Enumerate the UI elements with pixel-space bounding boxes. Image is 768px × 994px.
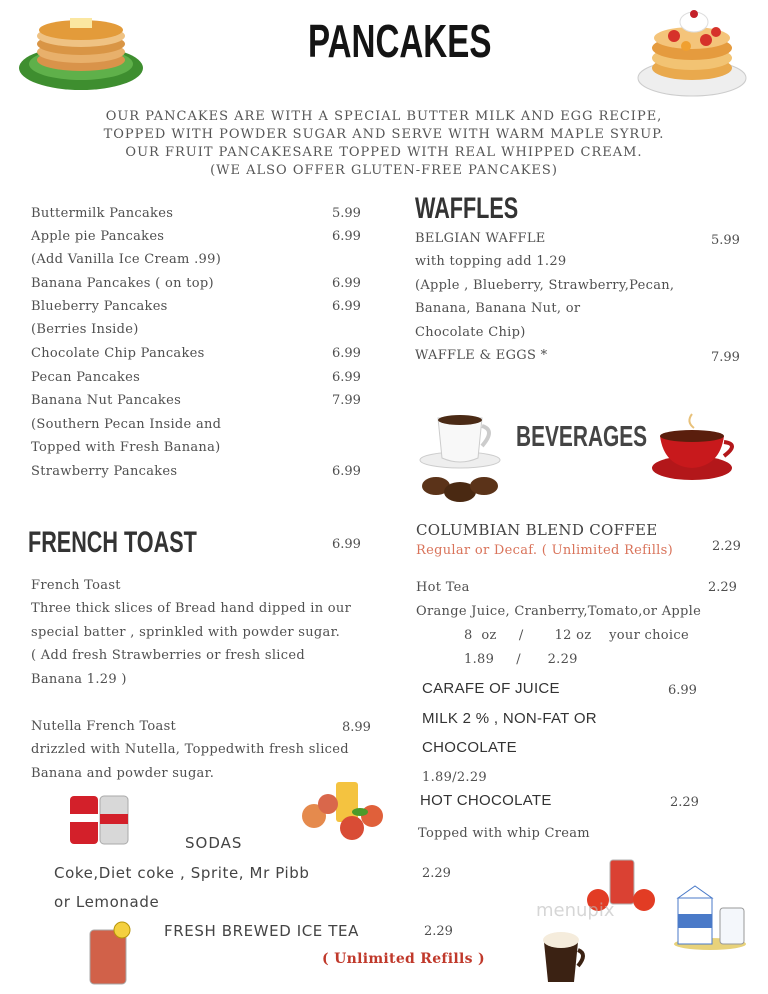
menu-item: Banana Nut Pancakes xyxy=(31,393,182,408)
milk-carton-image xyxy=(672,884,750,952)
french-toast-line: Three thick slices of Bread hand dipped in our xyxy=(31,601,352,616)
menu-price: 7.99 xyxy=(332,393,361,408)
coffee-price: 2.29 xyxy=(712,539,741,554)
menu-item: Blueberry Pancakes xyxy=(31,299,168,314)
menu-item: Apple pie Pancakes xyxy=(31,229,165,244)
menu-item: Topped with Fresh Banana) xyxy=(31,440,221,455)
menu-item: (Berries Inside) xyxy=(31,322,139,337)
menu-item: Chocolate Chip Pancakes xyxy=(31,346,205,361)
nutella-toast-price: 8.99 xyxy=(342,720,371,735)
waffle-line: with topping add 1.29 xyxy=(415,254,567,269)
carafe-price: 6.99 xyxy=(668,683,697,698)
menu-price: 6.99 xyxy=(332,276,361,291)
menu-price: 6.99 xyxy=(332,370,361,385)
menu-item: (Add Vanilla Ice Cream .99) xyxy=(31,252,222,267)
menu-price: 6.99 xyxy=(332,229,361,244)
menu-price: 6.99 xyxy=(332,464,361,479)
hot-chocolate-note: Topped with whip Cream xyxy=(418,826,590,841)
menu-item: Banana Pancakes ( on top) xyxy=(31,276,214,291)
watermark-logo: menupix xyxy=(536,900,615,921)
french-toast-line: French Toast xyxy=(31,578,121,593)
waffle-line: WAFFLE & EGGS * xyxy=(415,348,548,363)
juice-sizes: 8 oz / 12 oz your choice xyxy=(464,628,689,643)
fruit-juice-image xyxy=(300,778,388,844)
coffee-name: COLUMBIAN BLEND COFFEE xyxy=(416,521,658,539)
french-toast-line: special batter , sprinkled with powder sugar. xyxy=(31,625,341,640)
iced-tea-image xyxy=(80,920,142,986)
sodas-price: 2.29 xyxy=(422,866,451,881)
menu-price: 6.99 xyxy=(332,299,361,314)
menu-item: Buttermilk Pancakes xyxy=(31,206,174,221)
waffle-price: 7.99 xyxy=(711,350,740,365)
unlimited-refills-note: ( Unlimited Refills ) xyxy=(322,951,485,967)
menu-price: 5.99 xyxy=(332,206,361,221)
waffle-line: BELGIAN WAFFLE xyxy=(415,231,546,246)
french-toast-heading: FRENCH TOAST xyxy=(28,526,197,559)
milk-line: MILK 2 % , NON-FAT OR xyxy=(422,710,597,727)
juice-line: Orange Juice, Cranberry,Tomato,or Apple xyxy=(416,604,702,619)
nutella-toast-line: Banana and powder sugar. xyxy=(31,766,215,781)
sodas-line: Coke,Diet coke , Sprite, Mr Pibb xyxy=(54,864,310,882)
carafe-name: CARAFE OF JUICE xyxy=(422,680,560,697)
waffle-line: (Apple , Blueberry, Strawberry,Pecan, xyxy=(415,278,675,293)
coffee-note: Regular or Decaf. ( Unlimited Refills) xyxy=(416,543,673,558)
menu-item: (Southern Pecan Inside and xyxy=(31,417,222,432)
milk-price: 1.89/2.29 xyxy=(422,770,487,785)
intro-line: (WE ALSO OFFER GLUTEN-FREE PANCAKES) xyxy=(210,163,558,178)
coffee-cup-beans-image xyxy=(416,408,508,506)
french-toast-line: Banana 1.29 ) xyxy=(31,672,127,687)
waffle-price: 5.99 xyxy=(711,233,740,248)
soda-cans-image xyxy=(68,792,130,846)
menu-price: 6.99 xyxy=(332,346,361,361)
hot-chocolate-image xyxy=(536,922,588,984)
hot-chocolate-price: 2.29 xyxy=(670,795,699,810)
milk-line: CHOCOLATE xyxy=(422,739,517,756)
french-toast-price: 6.99 xyxy=(332,537,361,552)
page-title: PANCAKES xyxy=(308,15,492,67)
sodas-heading: SODAS xyxy=(185,834,243,852)
intro-line: OUR PANCAKES ARE WITH A SPECIAL BUTTER MILK AND EGG RECIPE, xyxy=(105,109,663,124)
hot-tea-price: 2.29 xyxy=(708,580,737,595)
pancake-stack-image xyxy=(18,10,148,92)
strawberry-pancake-image xyxy=(636,6,748,102)
hot-chocolate-name: HOT CHOCOLATE xyxy=(420,792,552,809)
french-toast-line: ( Add fresh Strawberries or fresh sliced xyxy=(31,648,305,663)
red-teacup-image xyxy=(648,410,742,490)
intro-line: TOPPED WITH POWDER SUGAR AND SERVE WITH WARM MAPLE SYRUP. xyxy=(103,127,665,142)
menu-item: Strawberry Pancakes xyxy=(31,464,178,479)
menu-item: Pecan Pancakes xyxy=(31,370,141,385)
waffle-line: Chocolate Chip) xyxy=(415,325,526,340)
waffles-heading: WAFFLES xyxy=(415,192,519,225)
juice-prices: 1.89 / 2.29 xyxy=(464,652,578,667)
sodas-line: or Lemonade xyxy=(54,893,160,911)
beverages-heading: BEVERAGES xyxy=(516,421,648,453)
intro-line: OUR FRUIT PANCAKESARE TOPPED WITH REAL WHIPPED CREAM. xyxy=(125,145,643,160)
waffle-line: Banana, Banana Nut, or xyxy=(415,301,581,316)
hot-tea-name: Hot Tea xyxy=(416,580,470,595)
nutella-toast-name: Nutella French Toast xyxy=(31,719,177,734)
ice-tea-price: 2.29 xyxy=(424,924,453,939)
nutella-toast-line: drizzled with Nutella, Toppedwith fresh sliced xyxy=(31,742,349,757)
ice-tea-name: FRESH BREWED ICE TEA xyxy=(164,922,359,940)
